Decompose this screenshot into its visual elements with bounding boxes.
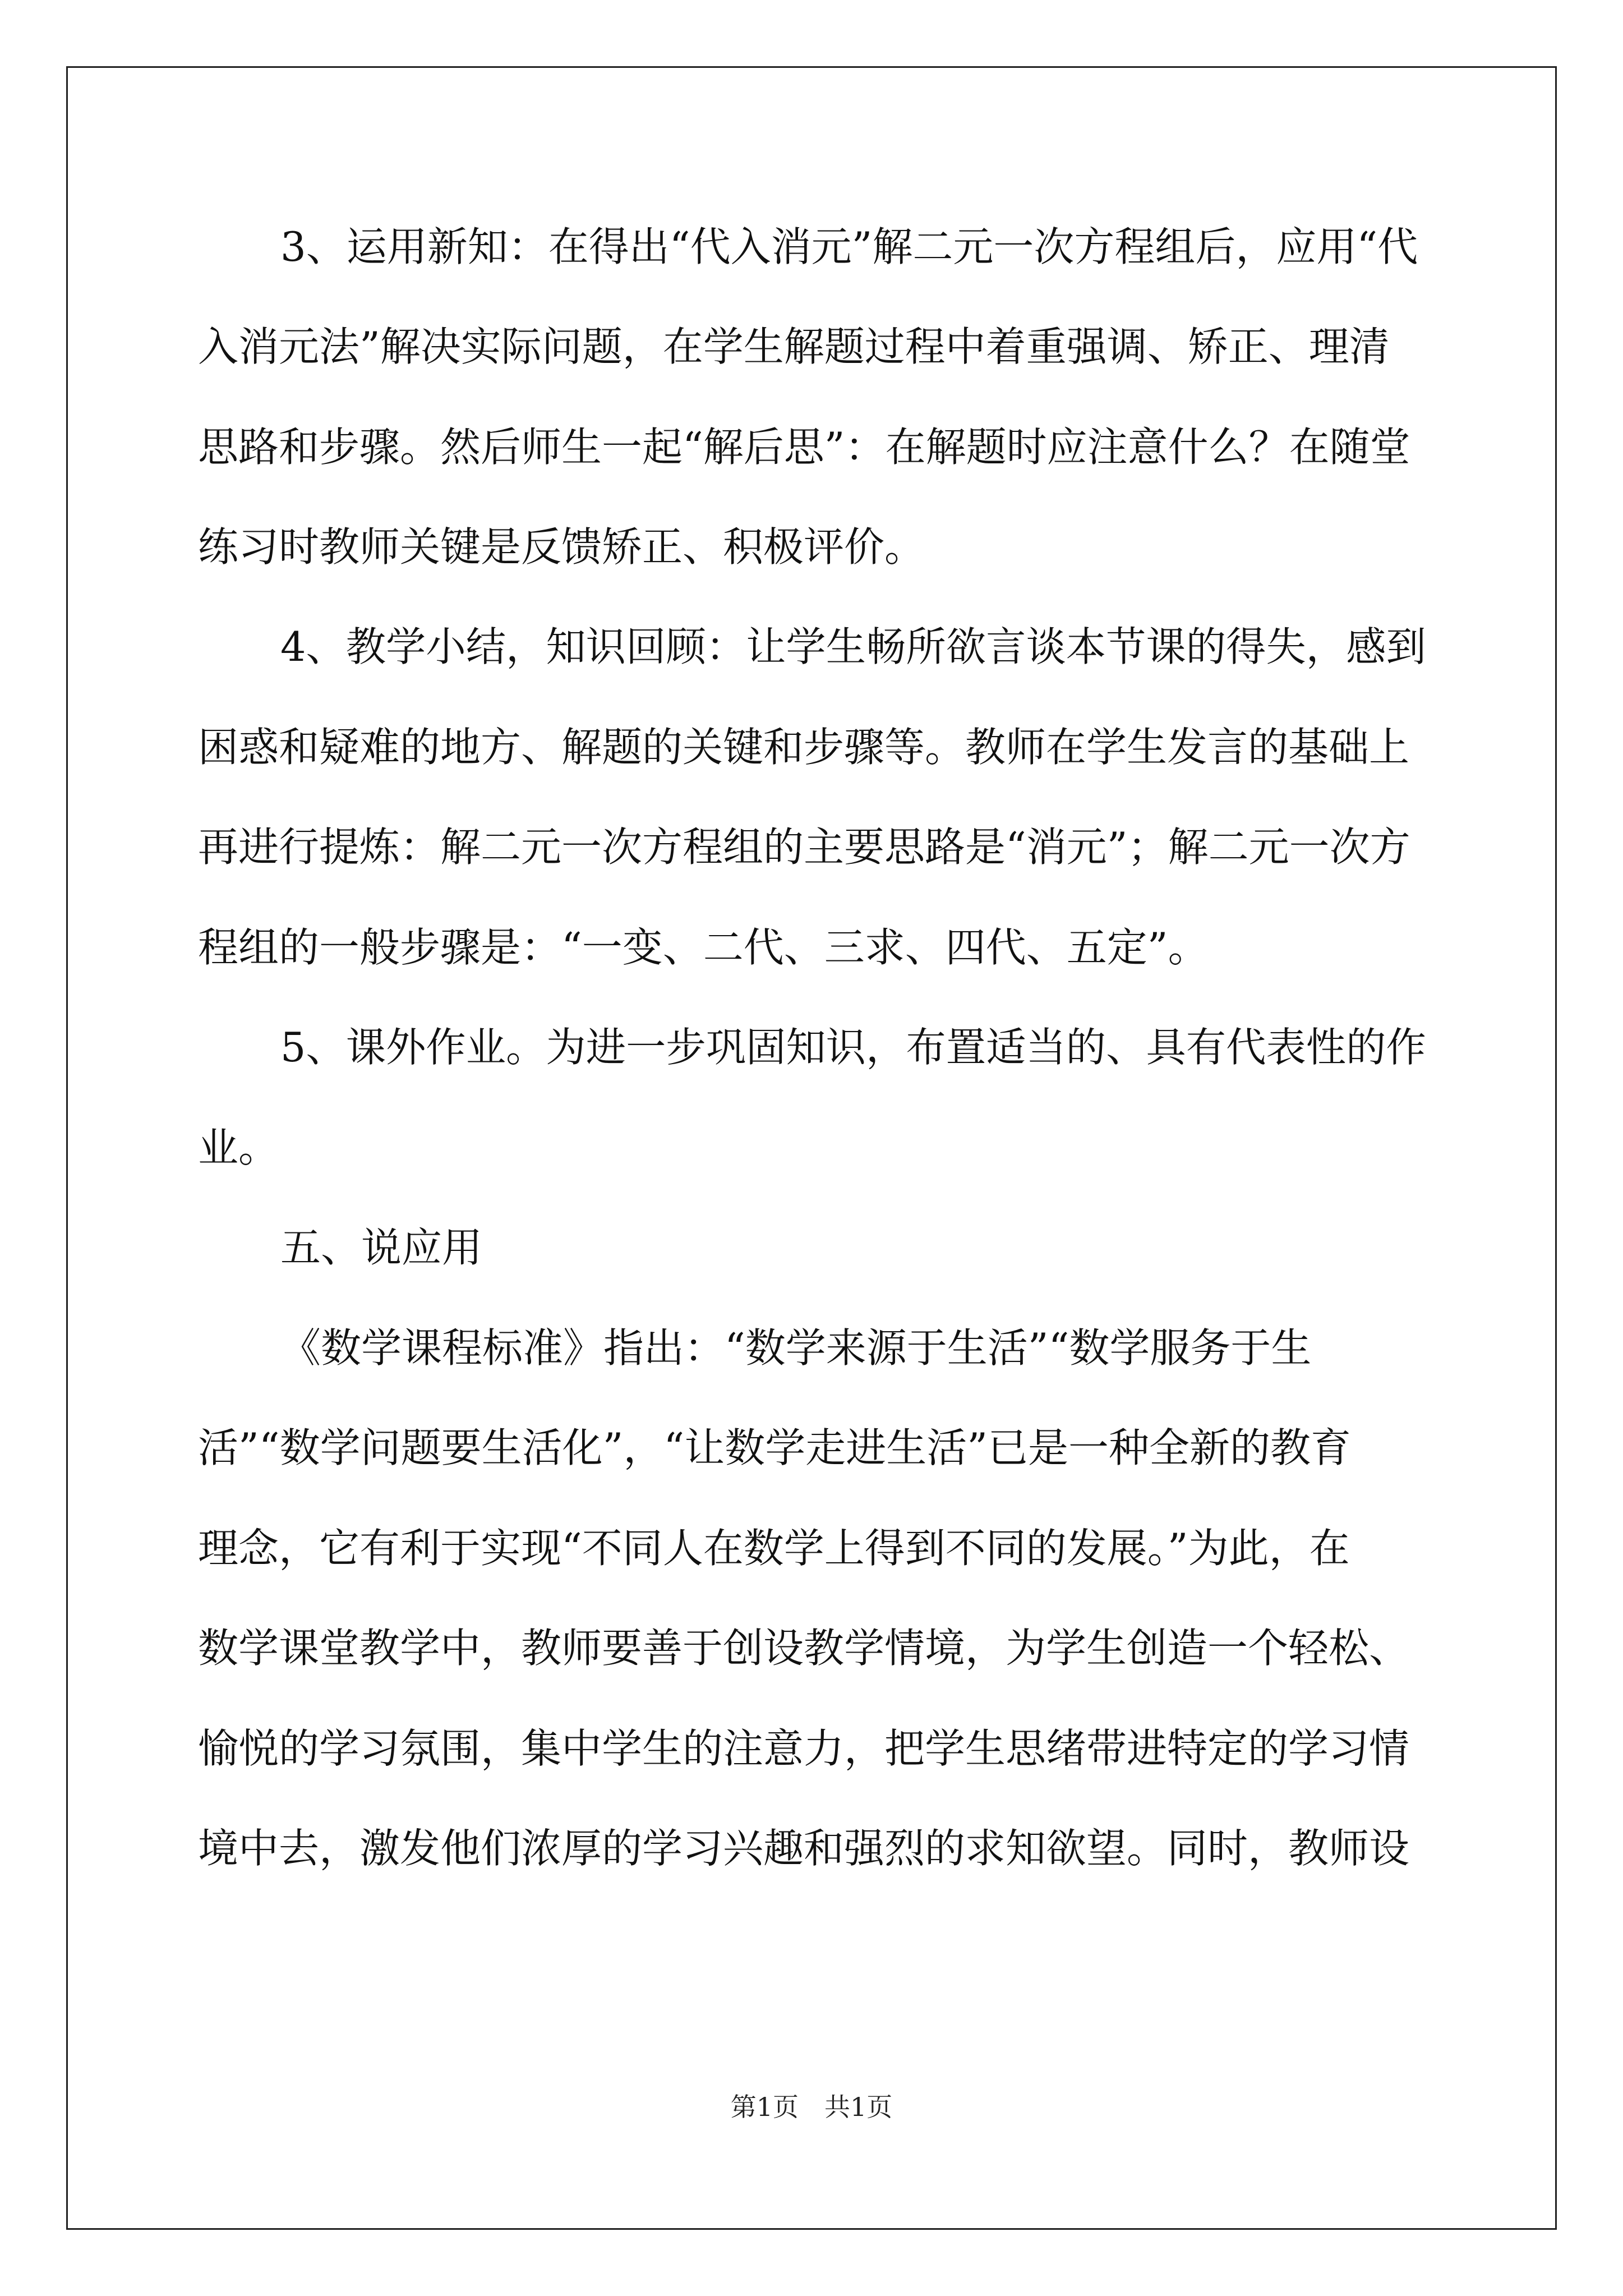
text-line: 活”“数学问题要生活化”，“让数学走进生活”已是一种全新的教育 (198, 1424, 1352, 1471)
text-line: 3、运用新知：在得出“代入消元”解二元一次方程组后，应用“代 (280, 223, 1418, 270)
section-heading: 五、说应用 (280, 1224, 483, 1271)
text-line: 再进行提炼：解二元一次方程组的主要思路是“消元”；解二元一次方 (198, 823, 1410, 871)
text-line: 境中去，激发他们浓厚的学习兴趣和强烈的求知欲望。同时，教师设 (198, 1825, 1410, 1872)
text-line: 练习时教师关键是反馈矫正、积极评价。 (198, 523, 925, 570)
text-line: 入消元法”解决实际问题，在学生解题过程中着重强调、矫正、理清 (198, 323, 1390, 370)
text-line: 程组的一般步骤是：“一变、二代、三求、四代、五定”。 (198, 924, 1209, 971)
text-line: 4、教学小结，知识回顾：让学生畅所欲言谈本节课的得失，感到 (280, 623, 1426, 670)
text-line: 愉悦的学习氛围，集中学生的注意力，把学生思绪带进特定的学习情 (198, 1725, 1410, 1772)
text-line: 《数学课程标准》指出：“数学来源于生活”“数学服务于生 (280, 1324, 1312, 1372)
text-line: 困惑和疑难的地方、解题的关键和步骤等。教师在学生发言的基础上 (198, 724, 1410, 771)
text-line: 5、课外作业。为进一步巩固知识，布置适当的、具有代表性的作 (280, 1024, 1426, 1071)
text-line: 理念，它有利于实现“不同人在数学上得到不同的发展。”为此，在 (198, 1525, 1350, 1572)
text-line: 思路和步骤。然后师生一起“解后思”：在解题时应注意什么？在随堂 (198, 424, 1410, 471)
page-border (66, 66, 1557, 2230)
text-line: 业。 (198, 1124, 279, 1171)
page-footer: 第1页 共1页 (730, 2092, 893, 2122)
text-line: 数学课堂教学中，教师要善于创设教学情境，为学生创造一个轻松、 (198, 1625, 1410, 1672)
